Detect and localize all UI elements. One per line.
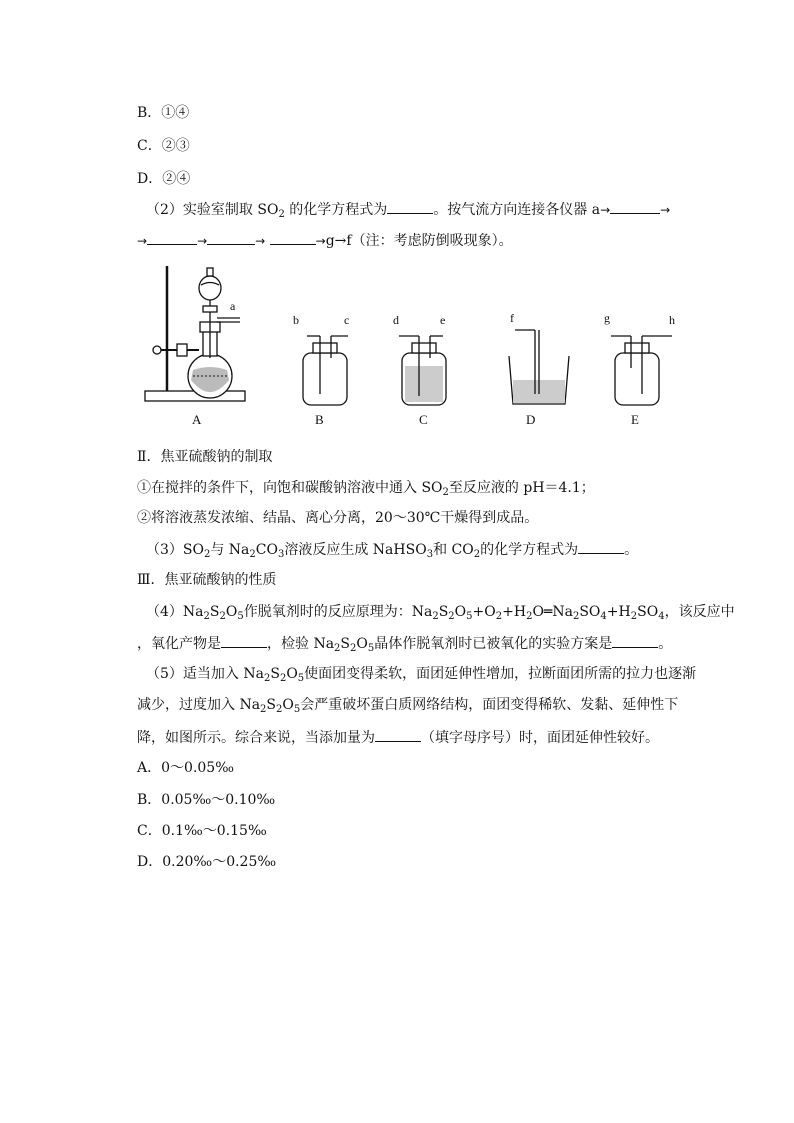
arrow-icon: →	[600, 203, 611, 217]
option-letter: B．	[137, 792, 162, 808]
answer-blank[interactable]	[221, 633, 267, 648]
subscript: 3	[277, 549, 285, 560]
answer-blank[interactable]	[270, 230, 316, 245]
q5-text: 使面团变得柔软，面团延伸性增加，拉断面团所需的拉力也逐渐	[304, 666, 697, 682]
q4-text: S	[438, 604, 449, 620]
section-3-title: Ⅲ．焦亚硫酸钠的性质	[137, 572, 277, 588]
q4-text: ，该反应中	[664, 604, 735, 620]
q2-text: g→f（注：考虑防倒吸现象）。	[325, 233, 513, 249]
subscript: 2	[442, 487, 449, 498]
q5-text: （填字母序号）时，面团延伸性较好。	[421, 730, 659, 746]
apparatus-a	[145, 266, 245, 401]
subscript: 5	[466, 611, 473, 622]
port-label: a	[230, 299, 236, 313]
question-5-line1	[146, 664, 696, 684]
port-label: d	[393, 313, 399, 327]
q5-text: S	[266, 697, 277, 713]
q5-text: O	[286, 666, 298, 682]
step-text: ①在搅拌的条件下，向饱和碳酸钠溶液中通入 SO	[137, 480, 443, 496]
question-3	[146, 539, 638, 560]
subscript: 2	[432, 611, 439, 622]
q5-text: S	[270, 666, 280, 682]
q4-text: ，氧化产物是	[137, 636, 221, 652]
subscript: 2	[448, 611, 455, 622]
step-2: ②将溶液蒸发浓缩、结晶、离心分离，20～30℃干燥得到成品。	[137, 510, 539, 526]
option-c-q5	[137, 821, 267, 841]
q3-text: CO	[255, 542, 278, 558]
option-letter: A．	[137, 760, 162, 776]
subscript: 4	[658, 611, 665, 622]
subscript: 5	[237, 611, 244, 622]
q4-text: 晶体作脱氧剂时已被氧化的实验方案是	[374, 636, 613, 652]
apparatus-figure	[137, 258, 677, 434]
apparatus-b	[303, 336, 348, 405]
subscript: 2	[630, 611, 638, 622]
question-5-line3	[137, 727, 659, 748]
figure-label: E	[631, 412, 639, 427]
step-text: 至反应液的 pH＝4.1；	[448, 480, 595, 496]
arrow-icon: →	[137, 234, 148, 248]
option-text: 0.1‰～0.15‰	[161, 823, 267, 839]
apparatus-c	[399, 336, 446, 405]
option-text: 0～0.05‰	[161, 760, 234, 776]
answer-blank[interactable]	[612, 633, 658, 648]
option-text: ②④	[162, 171, 191, 187]
q3-text: 溶液反应生成 NaHSO	[284, 542, 427, 558]
apparatus-d	[509, 330, 569, 404]
q4-text: O═Na	[532, 604, 573, 620]
subscript: 2	[203, 549, 211, 560]
q5-text: 会严重破坏蛋白质网络结构，面团变得稀软、发黏、延伸性下	[300, 697, 679, 713]
subscript: 2	[263, 673, 271, 684]
answer-blank[interactable]	[207, 230, 255, 245]
subscript: 2	[249, 549, 256, 560]
question-4-line2	[137, 633, 672, 654]
subscript: 5	[297, 673, 305, 684]
q4-text: +H	[502, 604, 527, 620]
q5-text: 减少，过度加入 Na	[137, 697, 261, 713]
q4-text: （4）Na	[146, 604, 204, 620]
q4-text: 。	[658, 636, 673, 652]
port-label: f	[510, 311, 514, 325]
q3-text: 的化学方程式为	[480, 542, 579, 558]
figure-label: D	[526, 412, 536, 427]
q3-text: 与 Na	[210, 542, 250, 558]
q4-text: ，检验 Na	[267, 636, 335, 652]
subscript: 2	[473, 549, 481, 560]
figure-label: B	[315, 412, 324, 427]
arrow-icon: →	[197, 234, 208, 248]
question-2-line2	[137, 230, 513, 251]
figure-label: A	[192, 412, 202, 427]
subscript: 5	[293, 704, 301, 715]
option-c-q1	[137, 136, 190, 156]
answer-blank[interactable]	[375, 727, 421, 742]
q2-text: 的化学方程式为	[284, 202, 388, 218]
question-4-line1	[146, 602, 735, 622]
option-letter: D．	[137, 171, 163, 187]
q4-text: +H	[606, 604, 631, 620]
port-label: e	[440, 313, 446, 327]
q4-text: S	[209, 604, 220, 620]
answer-blank[interactable]	[147, 230, 197, 245]
question-5-line2	[137, 695, 678, 715]
option-text: 0.05‰～0.10‰	[161, 792, 276, 808]
arrow-icon: →	[255, 234, 266, 248]
q2-text: 。按气流方向连接各仪器 a	[433, 202, 601, 218]
subscript: 5	[367, 643, 375, 654]
subscript: 2	[334, 643, 341, 654]
port-label: c	[344, 313, 350, 327]
q3-text: 。	[624, 542, 639, 558]
answer-blank[interactable]	[387, 199, 433, 214]
q4-text: O	[356, 636, 368, 652]
figure-label: C	[419, 412, 428, 427]
q3-text: 和 CO	[433, 542, 474, 558]
q4-text: SO	[637, 604, 659, 620]
q4-text: O	[454, 604, 467, 620]
subscript: 2	[203, 611, 210, 622]
option-letter: C．	[137, 138, 162, 154]
option-d-q5	[137, 852, 276, 872]
port-label: b	[293, 313, 299, 327]
subscript: 2	[219, 611, 226, 622]
subscript: 2	[278, 209, 285, 220]
subscript: 2	[276, 704, 283, 715]
subscript: 2	[350, 643, 357, 654]
subscript: 2	[526, 611, 533, 622]
arrow-icon: →	[660, 203, 671, 217]
q5-text: （5）适当加入 Na	[146, 666, 264, 682]
port-label: g	[604, 311, 610, 325]
q5-text: 降，如图所示。综合来说，当添加量为	[137, 730, 375, 746]
option-text: ①④	[161, 105, 190, 121]
question-2-line1	[146, 199, 670, 220]
option-a-q5	[137, 758, 234, 778]
q2-text: （2）实验室制取 SO	[146, 202, 279, 218]
q4-text: S	[340, 636, 351, 652]
subscript: 2	[279, 673, 287, 684]
option-text: 0.20‰～0.25‰	[162, 854, 277, 870]
q4-text: +O	[472, 604, 496, 620]
option-b-q1	[137, 103, 189, 123]
q5-text: O	[282, 697, 294, 713]
option-letter: B．	[137, 105, 162, 121]
port-label: h	[669, 313, 675, 327]
subscript: 2	[260, 704, 267, 715]
q4-text: O	[225, 604, 238, 620]
option-letter: D．	[137, 854, 163, 870]
answer-blank[interactable]	[610, 199, 660, 214]
answer-blank[interactable]	[578, 539, 624, 554]
step-1	[137, 478, 595, 498]
section-2-title: Ⅱ．焦亚硫酸钠的制取	[137, 449, 273, 465]
subscript: 2	[495, 611, 503, 622]
subscript: 3	[426, 549, 434, 560]
option-text: ②③	[161, 138, 190, 154]
q4-text: 作脱氧剂时的反应原理为：Na	[243, 604, 433, 620]
arrow-icon: →	[315, 234, 326, 248]
option-b-q5	[137, 790, 275, 810]
q4-text: SO	[579, 604, 601, 620]
subscript: 2	[572, 611, 580, 622]
option-d-q1	[137, 169, 190, 189]
q3-text: （3）SO	[146, 542, 204, 558]
subscript: 4	[600, 611, 607, 622]
apparatus-e	[611, 336, 672, 405]
option-letter: C．	[137, 823, 162, 839]
